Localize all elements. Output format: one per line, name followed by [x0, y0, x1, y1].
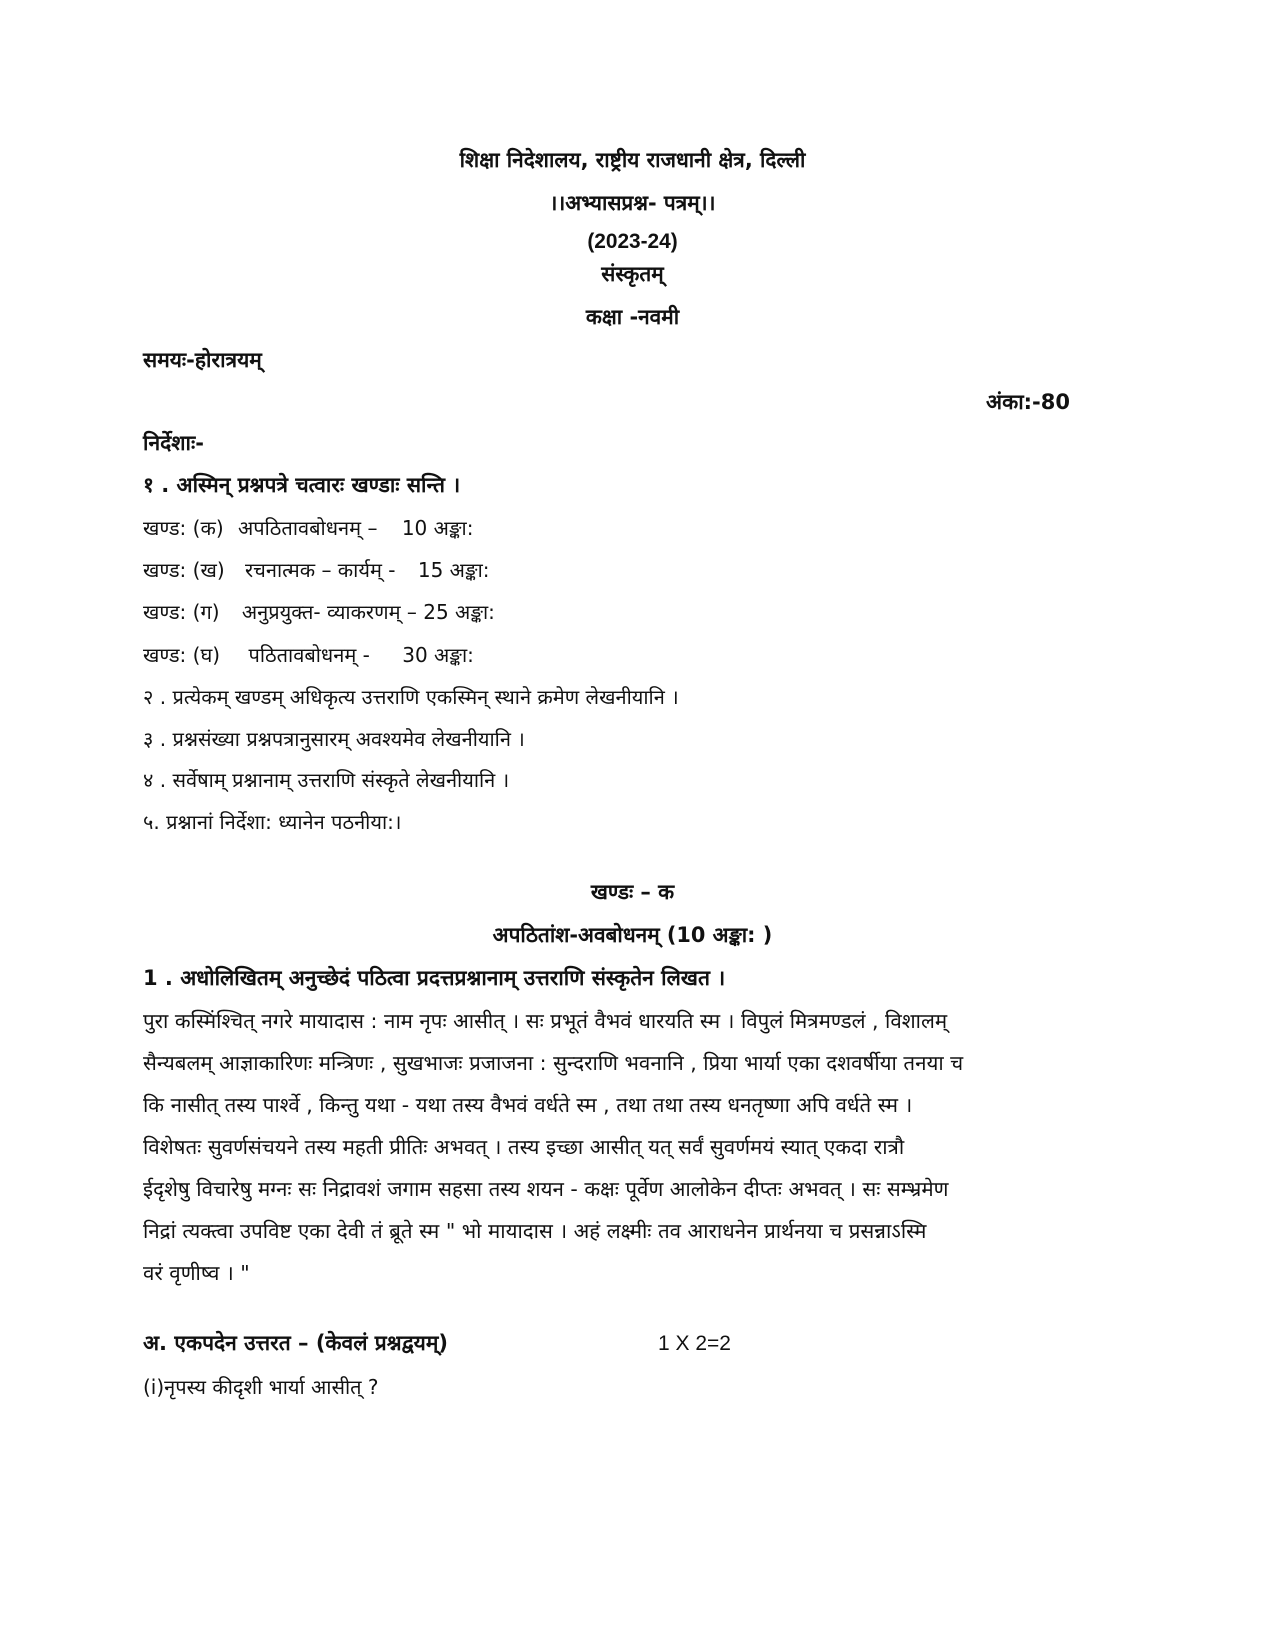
section-a-title: खण्डः – क [590, 880, 675, 904]
section-row-ga [143, 602, 495, 622]
instruction-1: १ . अस्मिन् प्रश्नपत्रे चत्वारः खण्डाः सन्ति । [143, 473, 461, 497]
subject-title: संस्कृतम् [601, 262, 664, 286]
section-name: पठितावबोधनम् - [248, 643, 370, 667]
passage-line: पुरा कस्मिंश्चित् नगरे मायादास : नाम नृपः आसीत् । सः प्रभूतं वैभवं धारयति स्म । विपुलं मित्रमण्डलं , विशालम् [143, 1009, 948, 1033]
sub-question-marks: 1 X 2=2 [658, 1332, 731, 1355]
time-allowed: समयः-होरात्रयम् [143, 348, 262, 372]
instruction-2: २ . प्रत्येकम् खण्डम् अधिकृत्य उत्तराणि एकस्मिन् स्थाने क्रमेण लेखनीयानि । [143, 685, 679, 709]
passage-line: विशेषतः सुवर्णसंचयने तस्य महती प्रीतिः अभवत् । तस्य इच्छा आसीत् यत् सर्वं सुवर्णमयं स्यात् एकदा रात्रौ [143, 1135, 905, 1159]
org-title: शिक्षा निदेशालय, राष्ट्रीय राजधानी क्षेत्र, दिल्ली [459, 148, 806, 172]
session-year: (2023-24) [587, 230, 678, 253]
section-marks: 15 अङ्का: [417, 558, 490, 582]
paper-type: ।।अभ्यासप्रश्न- पत्रम्।। [549, 191, 716, 215]
max-marks: अंका:-80 [986, 390, 1070, 414]
passage-line: वरं वृणीष्व । " [143, 1261, 250, 1285]
class-title: कक्षा -नवमी [585, 305, 680, 329]
question-i: (i)नृपस्य कीदृशी भार्या आसीत् ? [143, 1375, 379, 1399]
section-name: अपठितावबोधनम् – [237, 516, 378, 540]
section-label: खण्ड: (ग) [143, 600, 220, 624]
question-1-heading: 1 . अधोलिखितम् अनुच्छेदं पठित्वा प्रदत्तप्रश्नानाम् उत्तराणि संस्कृतेन लिखत । [143, 966, 726, 990]
section-marks: 30 अङ्का: [402, 643, 474, 667]
passage-line: ईदृशेषु विचारेषु मग्नः सः निद्रावशं जगाम सहसा तस्य शयन - कक्षः पूर्वेण आलोकेन दीप्तः अभवत् । सः सम्भ्रमेण [143, 1177, 949, 1201]
passage-line: सैन्यबलम् आज्ञाकारिणः मन्त्रिणः , सुखभाजः प्रजाजना : सुन्दराणि भवनानि , प्रिया भार्या एका दशवर्षीया तनया च [143, 1051, 964, 1075]
section-row-gha [143, 645, 474, 665]
passage-line: निद्रां त्यक्त्वा उपविष्ट एका देवी तं ब्रूते स्म " भो मायादास । अहं लक्ष्मीः तव आराधनेन प्रार्थनया च प्रसन्नाऽस्मि [143, 1219, 927, 1243]
instruction-3: ३ . प्रश्नसंख्या प्रश्नपत्रानुसारम् अवश्यमेव लेखनीयानि । [143, 727, 525, 751]
instruction-4: ४ . सर्वेषाम् प्रश्नानाम् उत्तराणि संस्कृते लेखनीयानि । [143, 768, 510, 792]
section-a-subtitle: अपठितांश-अवबोधनम् (10 अङ्का: ) [492, 923, 773, 947]
section-name: अनुप्रयुक्त- व्याकरणम् – 25 अङ्का: [241, 600, 495, 624]
section-row-kha [143, 560, 490, 580]
section-label: खण्ड: (घ) [143, 643, 221, 667]
section-label: खण्ड: (ख) [143, 558, 225, 582]
instructions-heading: निर्देशाः- [143, 431, 204, 455]
section-marks: 10 अङ्का: [401, 516, 474, 540]
passage-line: कि नासीत् तस्य पार्श्वे , किन्तु यथा - यथा तस्य वैभवं वर्धते स्म , तथा तथा तस्य धनतृष्णा अपि वर्धते स्म । [143, 1093, 913, 1117]
section-name: रचनात्मक – कार्यम् - [244, 558, 396, 582]
sub-question-heading: अ. एकपदेन उत्तरत – (केवलं प्रश्नद्वयम्) [143, 1331, 448, 1355]
instruction-5: ५. प्रश्नानां निर्देशा: ध्यानेन पठनीया:। [143, 810, 402, 834]
section-row-ka [143, 518, 473, 538]
section-label: खण्ड: (क) [143, 516, 224, 540]
